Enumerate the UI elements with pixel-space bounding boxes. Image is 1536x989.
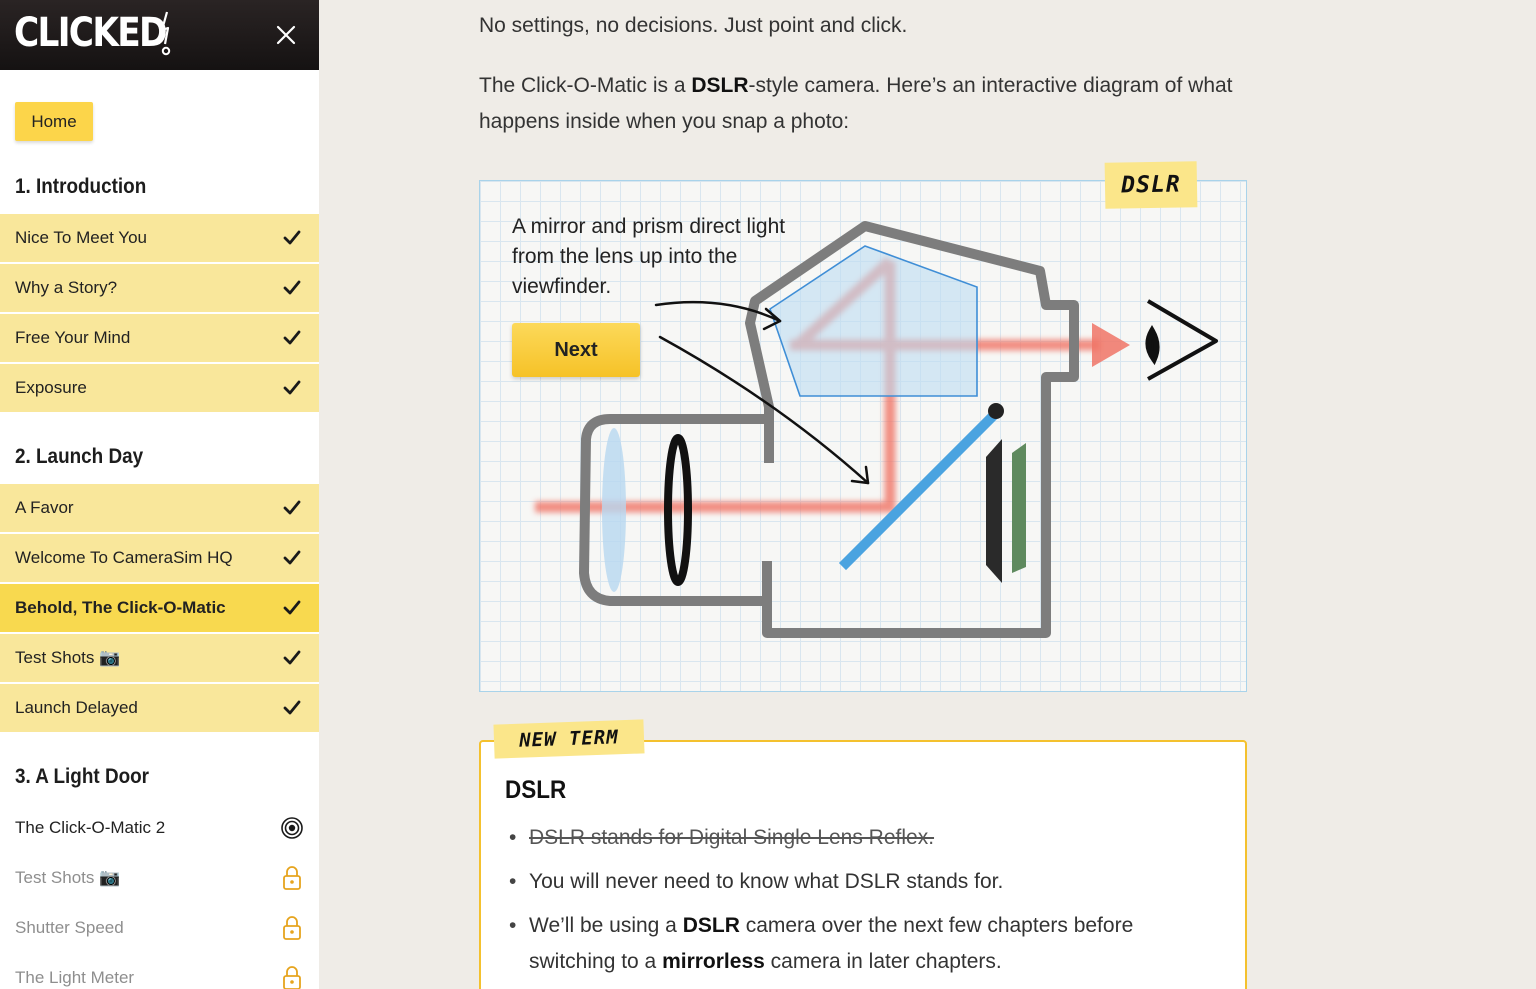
sidebar-item-a-favor[interactable] [0, 484, 319, 532]
mirror-pivot [988, 403, 1004, 419]
checkmark-icon [279, 595, 305, 621]
sidebar-item-behold-the-click-o-matic[interactable] [0, 584, 319, 632]
shutter [986, 439, 1002, 583]
sidebar-item-launch-delayed[interactable] [0, 684, 319, 732]
sidebar-item-test-shots-locked[interactable] [0, 854, 319, 902]
next-button[interactable]: Next [512, 323, 640, 377]
sidebar-item-label: The Click-O-Matic 2 [15, 818, 166, 837]
sidebar-item-exposure[interactable] [0, 364, 319, 412]
sidebar-item-free-your-mind[interactable] [0, 314, 319, 362]
checkmark-icon [279, 495, 305, 521]
text-span: -style camera. Here’s an interactive diagram of what happens inside when you snap a photo: [479, 74, 1233, 133]
sidebar-item-label: The Light Meter [15, 968, 135, 987]
mirror [846, 413, 996, 563]
sidebar-item-label: A Favor [15, 498, 74, 517]
text-span: The Click-O-Matic is a [479, 74, 692, 97]
checkmark-icon [279, 695, 305, 721]
sidebar [0, 0, 319, 989]
sidebar-item-welcome-to-camerasim-hq[interactable] [0, 534, 319, 582]
sidebar-item-label: Shutter Speed [15, 918, 124, 937]
sidebar-item-why-a-story[interactable] [0, 264, 319, 312]
sidebar-item-label: Exposure [15, 378, 87, 397]
main-content [319, 0, 1536, 989]
home-button[interactable]: Home [15, 102, 93, 141]
chapter-title: 3. A Light Door [15, 765, 150, 788]
lock-icon [279, 865, 305, 891]
sidebar-item-shutter-speed[interactable] [0, 904, 319, 952]
lock-icon [279, 965, 305, 989]
sidebar-item-the-click-o-matic-2[interactable] [0, 804, 319, 852]
front-lens [602, 428, 626, 592]
text-span: camera in later chapters. [764, 950, 1002, 973]
term-title: DSLR [505, 776, 567, 804]
checkmark-icon [279, 545, 305, 571]
checkmark-icon [279, 225, 305, 251]
dslr-tag: DSLR [1105, 161, 1198, 209]
lightning-bolt-icon [158, 10, 176, 56]
sidebar-item-the-light-meter[interactable] [0, 954, 319, 989]
dslr-bold: DSLR [691, 74, 749, 97]
chapter-title: 2. Launch Day [15, 445, 144, 468]
text-span: camera over the next few chapters before switching to a [529, 914, 1134, 973]
checkmark-icon [279, 325, 305, 351]
lock-icon [279, 915, 305, 941]
sidebar-item-label: Welcome To CameraSim HQ [15, 548, 233, 567]
text-span: We’ll be using a [529, 914, 683, 937]
eye-icon [1148, 301, 1216, 379]
sidebar-item-nice-to-meet-you[interactable] [0, 214, 319, 262]
struck-text: DSLR stands for Digital Single Lens Reflex. [529, 826, 935, 849]
diagram-caption: A mirror and prism direct light from the lens up into the viewfinder. [512, 215, 786, 298]
sidebar-item-label: Free Your Mind [15, 328, 131, 347]
arrow-head [1092, 323, 1130, 367]
sidebar-item-label: Test Shots 📷 [15, 868, 121, 887]
checkmark-icon [279, 375, 305, 401]
sidebar-item-label: Launch Delayed [15, 698, 138, 717]
term-list [505, 820, 1225, 988]
list-item: • You will never need to know what DSLR stands for. [505, 864, 1225, 900]
list-item [505, 820, 1225, 856]
sidebar-header [0, 0, 319, 70]
intro-line: No settings, no decisions. Just point and click. [479, 14, 908, 37]
sidebar-item-label: Test Shots 📷 [15, 648, 121, 667]
sidebar-item-label: Behold, The Click-O-Matic [15, 598, 226, 617]
list-item [505, 908, 1225, 980]
new-term-tag: NEW TERM [493, 719, 644, 758]
checkmark-icon [279, 275, 305, 301]
sidebar-item-label: Why a Story? [15, 278, 118, 297]
close-icon[interactable] [272, 21, 300, 49]
bold-text: mirrorless [662, 950, 765, 973]
sidebar-item-label: Nice To Meet You [15, 228, 147, 247]
chapter-title: 1. Introduction [15, 175, 147, 198]
logo[interactable]: CLICKED [14, 10, 166, 56]
checkmark-icon [279, 645, 305, 671]
target-icon [279, 815, 305, 841]
bold-text: DSLR [682, 914, 740, 937]
annotation-arrow [656, 302, 780, 321]
sidebar-item-test-shots[interactable] [0, 634, 319, 682]
sensor [1012, 443, 1026, 573]
intro-paragraph [479, 68, 1259, 140]
